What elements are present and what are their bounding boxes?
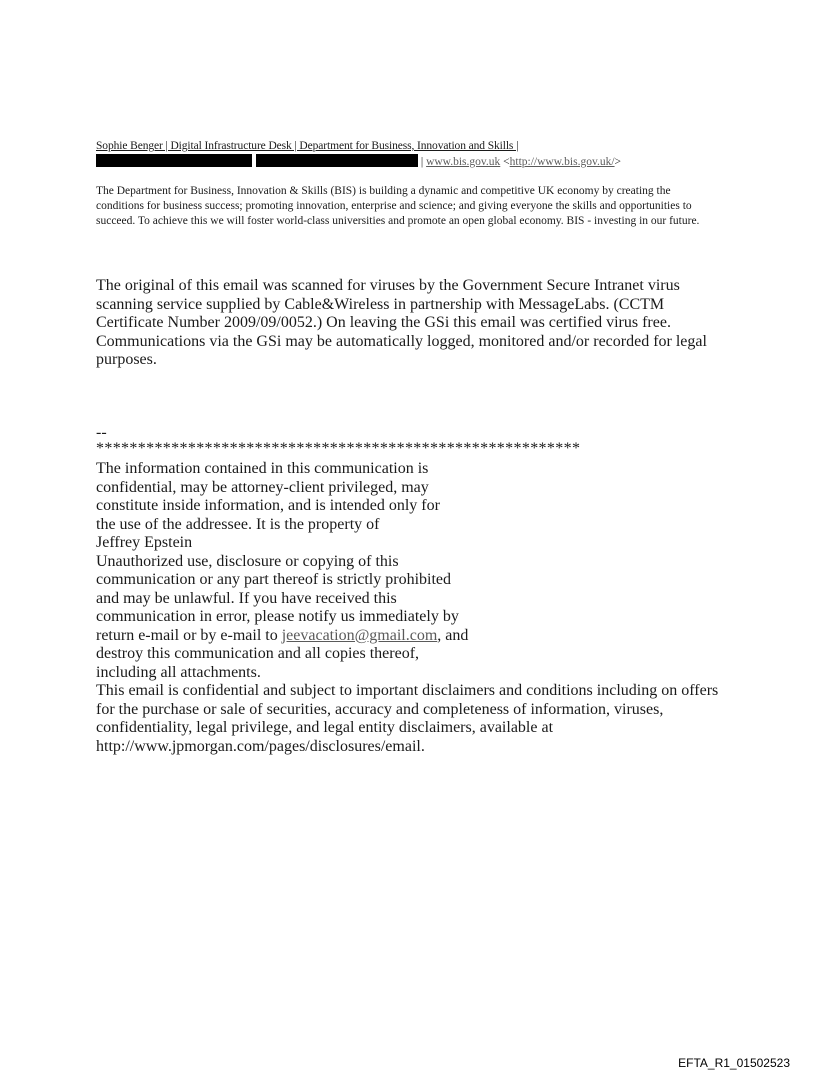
bis-mission-statement [96, 184, 720, 230]
confidential-line: destroy this communication and all copies thereof, [96, 645, 420, 662]
confidentiality-notice [96, 460, 736, 682]
return-line-prefix: return e-mail or by e-mail to [96, 626, 282, 644]
website-link[interactable]: www.bis.gov.uk [426, 156, 501, 168]
confidential-line: the use of the addressee. It is the property of [96, 515, 380, 533]
confidential-line: including all attachments. [96, 663, 261, 681]
gsi-notice-text: The original of this email was scanned for viruses by the Government Secure Intranet virus scanning service supplied by Cable&Wireless in partnership with MessageLabs. (CCTM Certificate Number 2009/09/0052.) On leaving the GSi this email was certified virus free. Communications via the GSi may be automatically logged, monitored and/or recorded for legal purposes. [96, 277, 707, 368]
redaction-bar [256, 154, 418, 167]
asterisk-divider: ********************************************************** [96, 440, 581, 457]
redaction-bar [96, 154, 252, 167]
confidential-line: communication or any part thereof is strictly prohibited [96, 571, 452, 588]
confidential-line: confidential, may be attorney-client privileged, may [96, 478, 429, 496]
url-bracket-open: < [500, 156, 510, 168]
jpmorgan-disclaimer [96, 682, 736, 756]
disclaimer-line: http://www.jpmorgan.com/pages/disclosures/email. [96, 737, 425, 755]
return-email-line [96, 627, 736, 646]
signature-separator: -- [96, 424, 107, 441]
confidential-line: Jeffrey Epstein [96, 534, 193, 551]
confidential-line: communication in error, please notify us immediately by [96, 608, 459, 625]
disclaimer-line: This email is confidential and subject to important disclaimers and conditions including on offers [96, 682, 719, 699]
confidential-line: and may be unlawful. If you have received this [96, 589, 397, 607]
disclaimer-line: confidentiality, legal privilege, and legal entity disclaimers, available at [96, 719, 554, 736]
confidential-line: The information contained in this communication is [96, 460, 429, 477]
email-link[interactable]: jeevacation@gmail.com [281, 626, 438, 644]
signature-contact-line [96, 154, 621, 168]
confidential-line: constitute inside information, and is intended only for [96, 497, 440, 514]
return-line-suffix: , and [437, 626, 469, 644]
disclaimer-line: for the purchase or sale of securities, accuracy and completeness of information, viruses, [96, 700, 664, 718]
signature-name-line: Sophie Benger | Digital Infrastructure Desk | Department for Business, Innovation and Skills | [96, 140, 519, 152]
bis-blurb-text: The Department for Business, Innovation & Skills (BIS) is building a dynamic and competitive UK economy by creating the conditions for business success; promoting innovation, enterprise and science; and giving everyone the skills and opportunities to succeed. To achieve this we will foster world-class universities and promote an open global economy. BIS - investing in our future. [96, 185, 700, 228]
confidential-line: Unauthorized use, disclosure or copying of this [96, 552, 399, 570]
document-id: EFTA_R1_01502523 [678, 1056, 790, 1070]
website-url-link[interactable]: http://www.bis.gov.uk/ [509, 156, 615, 168]
separator-text: | [420, 156, 427, 168]
url-bracket-close: > [614, 156, 622, 168]
gsi-virus-notice [96, 277, 716, 370]
